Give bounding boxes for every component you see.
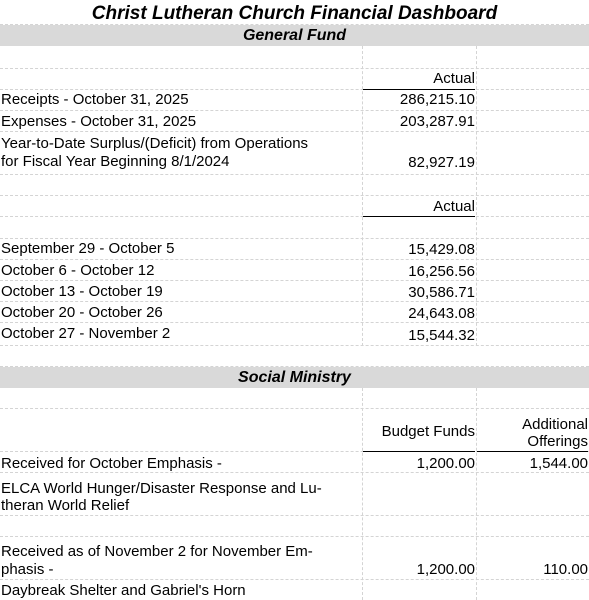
additional-offerings-header-line2: Offerings	[527, 433, 588, 450]
week-value: 30,586.71	[408, 284, 475, 301]
november-emphasis-label-line2: phasis -	[1, 561, 54, 578]
november-budget-value: 1,200.00	[416, 561, 475, 578]
week-value: 16,256.56	[408, 263, 475, 280]
week-label: September 29 - October 5	[1, 240, 175, 257]
grid-row	[0, 46, 589, 69]
additional-offerings-header-line1: Additional	[522, 416, 588, 433]
week-value: 15,544.32	[408, 327, 475, 344]
header-underline	[477, 451, 588, 452]
budget-funds-column-header: Budget Funds	[381, 423, 475, 440]
social-ministry-header: Social Ministry	[0, 367, 589, 388]
week-label: October 20 - October 26	[1, 304, 163, 321]
header-underline	[363, 89, 475, 90]
october-emphasis-label: Received for October Emphasis -	[1, 455, 222, 472]
october-budget-value: 1,200.00	[416, 455, 475, 472]
grid-row	[0, 346, 589, 367]
october-recipient-line2: theran World Relief	[1, 497, 130, 514]
week-label: October 6 - October 12	[1, 262, 155, 279]
november-offerings-value: 110.00	[543, 561, 588, 578]
expenses-value: 203,287.91	[399, 113, 475, 130]
dashboard-title: Christ Lutheran Church Financial Dashboard	[91, 3, 498, 24]
header-underline	[363, 216, 475, 217]
general-fund-header: General Fund	[0, 25, 589, 46]
november-recipient: Daybreak Shelter and Gabriel's Horn	[1, 582, 246, 599]
grid-row	[0, 69, 589, 90]
week-label: October 27 - November 2	[1, 325, 171, 342]
grid-row	[0, 388, 589, 409]
grid-row	[0, 196, 589, 217]
surplus-label-line1: Year-to-Date Surplus/(Deficit) from Operations	[1, 135, 309, 152]
november-emphasis-label-line1: Received as of November 2 for November Em-	[1, 543, 313, 560]
october-recipient-line1: ELCA World Hunger/Disaster Response and Lu-	[1, 480, 322, 497]
receipts-value: 286,215.10	[399, 91, 475, 108]
week-label: October 13 - October 19	[1, 283, 163, 300]
week-value: 24,643.08	[408, 305, 475, 322]
surplus-label-line2: for Fiscal Year Beginning 8/1/2024	[1, 153, 230, 170]
receipts-label: Receipts - October 31, 2025	[1, 91, 189, 108]
header-underline	[363, 451, 475, 452]
grid-column-line	[476, 46, 477, 346]
week-value: 15,429.08	[408, 241, 475, 258]
grid-row	[0, 516, 589, 537]
actual-column-header: Actual	[433, 70, 475, 87]
grid-column-line	[362, 388, 363, 600]
weekly-actual-column-header: Actual	[433, 198, 475, 215]
grid-row	[0, 217, 589, 239]
grid-row	[0, 175, 589, 196]
grid-column-line	[362, 46, 363, 346]
surplus-value: 82,927.19	[408, 154, 475, 171]
expenses-label: Expenses - October 31, 2025	[1, 113, 197, 130]
october-offerings-value: 1,544.00	[529, 455, 588, 472]
